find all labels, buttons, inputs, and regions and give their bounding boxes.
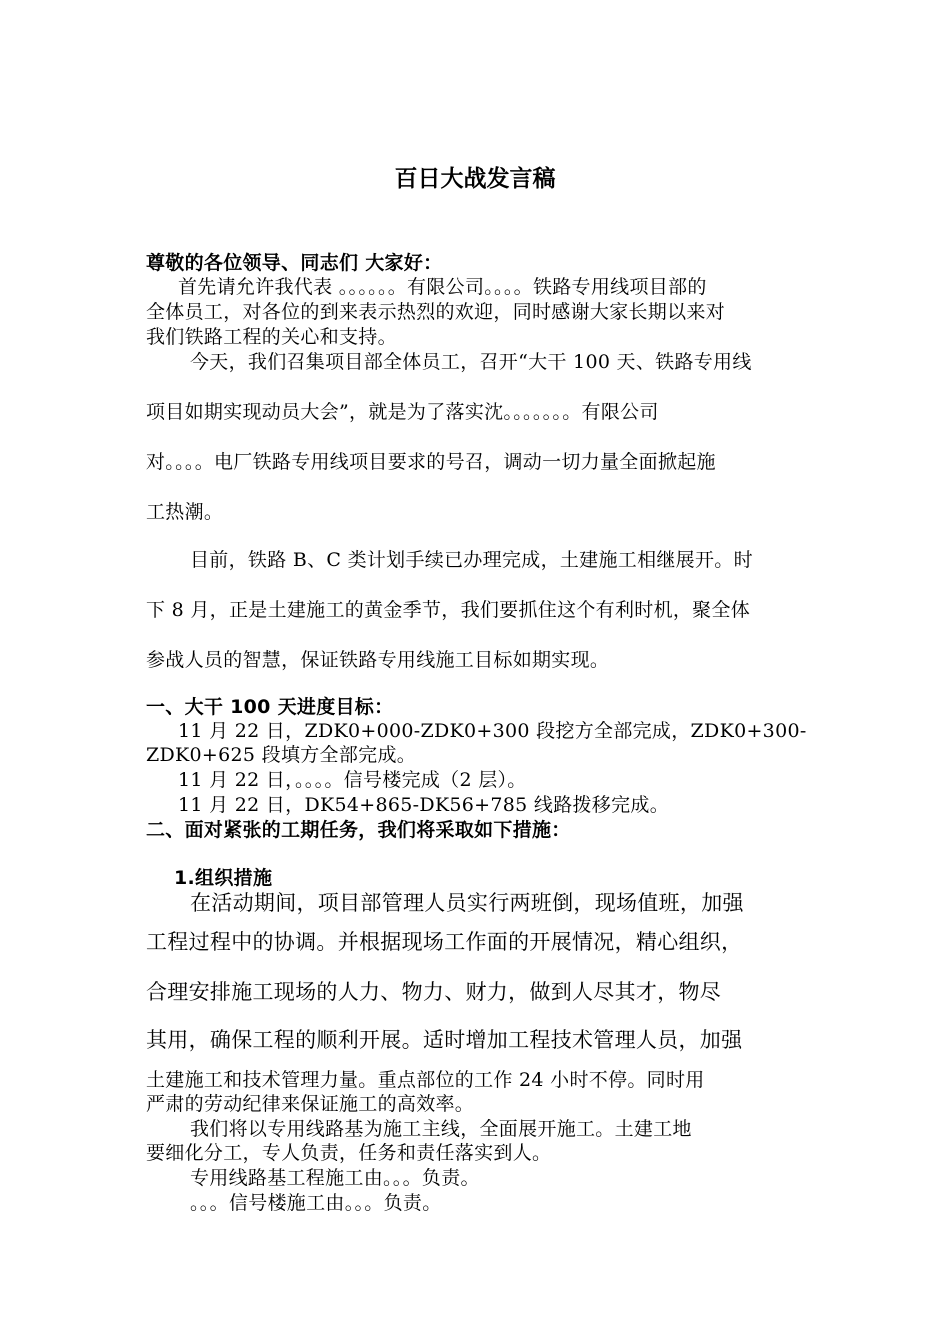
section2-heading: 二、面对紧张的工期任务，我们将采取如下措施： [146,819,571,841]
org-line: 工程过程中的协调。并根据现场工作面的开展情况，精心组织， [146,930,743,954]
main-line: 我们将以专用线路基为施工主线，全面展开施工。土建工地 [190,1118,692,1140]
today-line: 工热潮。 [146,501,224,523]
current-line: 目前，铁路 B、C 类计划手续已办理完成，土建施工相继展开。时 [190,549,753,571]
progress-goal-item: 11 月 22 日，DK54+865-DK56+785 线路拨移完成。 [178,794,670,816]
current-line: 下 8 月，正是土建施工的黄金季节，我们要抓住这个有利时机，聚全体 [146,599,751,621]
intro-line: 全体员工，对各位的到来表示热烈的欢迎，同时感谢大家长期以来对 [146,301,726,323]
current-line: 参战人员的智慧，保证铁路专用线施工目标如期实现。 [146,649,610,671]
assignment-line: 专用线路基工程施工由。。。负责。 [190,1167,480,1189]
greeting: 尊敬的各位领导、同志们 大家好： [146,252,443,274]
main-line: 要细化分工，专人负责，任务和责任落实到人。 [146,1142,552,1164]
org-line: 在活动期间，项目部管理人员实行两班倒，现场值班，加强 [190,891,744,915]
assignment-line: 。。。信号楼施工由。。。负责。 [190,1192,442,1214]
org-line: 其用，确保工程的顺利开展。适时增加工程技术管理人员，加强 [146,1028,743,1052]
document-title: 百日大战发言稿 [394,166,556,192]
progress-goal-item: 11 月 22 日，ZDK0+000-ZDK0+300 段挖方全部完成，ZDK0+300- [178,720,807,742]
subsection-heading: 1.组织措施 [174,867,273,889]
org-line: 合理安排施工现场的人力、物力、财力，做到人尽其才，物尽 [146,980,722,1004]
intro-line: 首先请允许我代表 。。。。。。有限公司。。。。铁路专用线项目部的 [178,276,707,298]
today-line: 今天，我们召集项目部全体员工，召开“大干 100 天、铁路专用线 [190,351,752,373]
intro-line: 我们铁路工程的关心和支持。 [146,326,397,348]
org-line: 土建施工和技术管理力量。重点部位的工作 24 小时不停。同时用 [146,1069,705,1091]
today-line: 项目如期实现动员大会”，就是为了落实沈。。。。。。。有限公司 [146,401,659,423]
section1-heading: 一、大干 100 天进度目标： [146,696,394,718]
today-line: 对。。。。电厂铁路专用线项目要求的号召，调动一切力量全面掀起施 [146,451,716,473]
progress-goal-item: 11 月 22 日，。。。。信号楼完成（2 层）。 [178,769,527,791]
progress-goal-item: ZDK0+625 段填方全部完成。 [146,744,417,766]
org-line: 严肃的劳动纪律来保证施工的高效率。 [146,1093,475,1115]
